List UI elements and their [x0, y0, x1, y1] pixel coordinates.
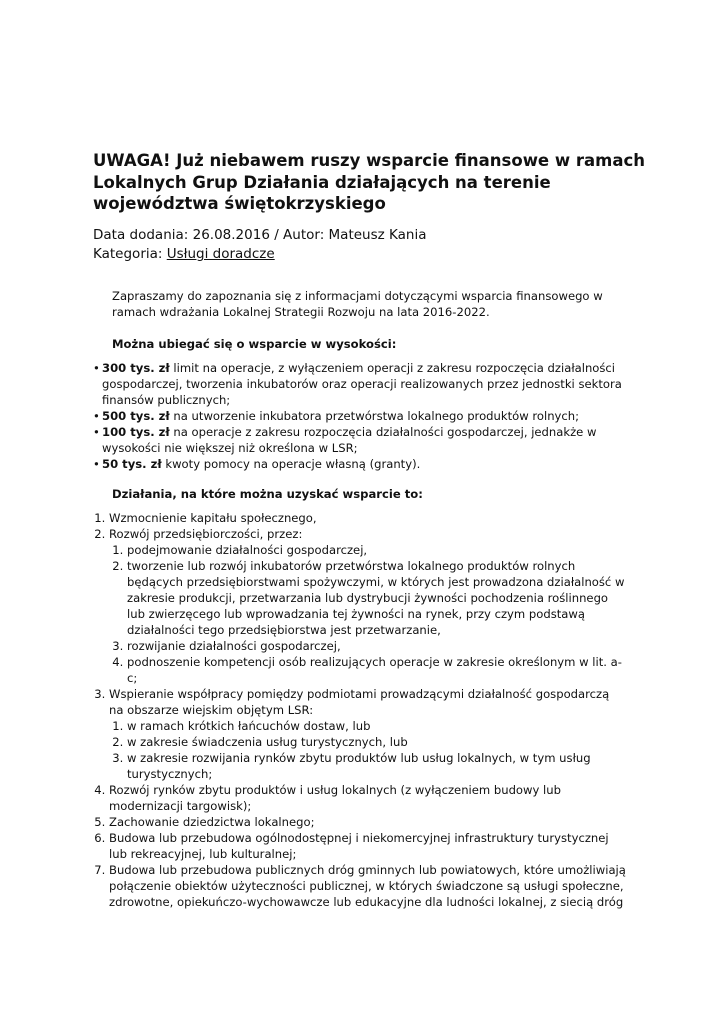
- article-body: [93, 288, 627, 910]
- action-text: Wzmocnienie kapitału społecznego,: [109, 511, 317, 525]
- support-text: na operacje z zakresu rozpoczęcia działalności gospodarczej, jednakże w wysokości nie większej niż określona w LSR;: [102, 425, 597, 455]
- date-author-line: Data dodania: 26.08.2016 / Autor: Mateusz Kania: [93, 227, 427, 243]
- action-text: Wspieranie współpracy pomiędzy podmiotami prowadzącymi działalność gospodarczą na obszarze wiejskim objętym LSR:: [109, 687, 610, 717]
- list-item: [102, 408, 627, 424]
- sub-list: [109, 718, 627, 782]
- support-text: kwoty pomocy na operacje własną (granty).: [161, 457, 421, 471]
- intro-paragraph: Zapraszamy do zapoznania się z informacjami dotyczącymi wsparcia finansowego w ramach wdrażania Lokalnej Strategii Rozwoju na lata 2016-2022.: [112, 289, 603, 319]
- category-link[interactable]: Usługi doradcze: [166, 246, 275, 262]
- actions-list: [93, 510, 627, 910]
- list-item: [102, 424, 627, 456]
- sub-list: [109, 542, 627, 686]
- support-heading: Można ubiegać się o wsparcie w wysokości:: [112, 337, 397, 351]
- article-meta: [93, 226, 427, 264]
- action-text: Budowa lub przebudowa publicznych dróg gminnych lub powiatowych, które umożliwiają połączenie obiektów użyteczności publicznej, w których świadczone są usługi społeczne, zdrowotne, opiekuńczo-wychowawcze lub edukacyjne dla ludności lokalnej, z siecią dróg: [109, 863, 626, 909]
- list-item: [109, 782, 627, 814]
- action-text: Budowa lub przebudowa ogólnodostępnej i niekomercyjnej infrastruktury turystycznej lub rekreacyjnej, lub kulturalnej;: [109, 831, 609, 861]
- sub-list-item: 3. rozwijanie działalności gospodarczej,: [127, 638, 627, 654]
- support-amount: 50 tys. zł: [102, 457, 162, 471]
- list-item: [102, 360, 627, 408]
- list-item: [109, 510, 627, 526]
- support-list: [93, 360, 627, 472]
- action-text: Rozwój przedsiębiorczości, przez:: [109, 527, 303, 541]
- support-amount: 100 tys. zł: [102, 425, 170, 439]
- sub-list-item: 2. w zakresie świadczenia usług turystycznych, lub: [127, 734, 627, 750]
- support-amount: 500 tys. zł: [102, 409, 170, 423]
- list-item: [109, 862, 627, 910]
- sub-list-item: 2. tworzenie lub rozwój inkubatorów przetwórstwa lokalnego produktów rolnych będących przedsiębiorstwami spożywczymi, w których jest prowadzona działalność w zakresie produkcji, przetwarzania lub dystrybucji żywności pochodzenia roślinnego lub zwierzęcego lub wprowadzania tej żywności na rynek, przy czym podstawą działalności tego przedsiębiorstwa jest przetwarzanie,: [127, 558, 627, 638]
- action-text: Rozwój rynków zbytu produktów i usług lokalnych (z wyłączeniem budowy lub modernizacji targowisk);: [109, 783, 561, 813]
- category-line: [93, 245, 427, 264]
- sub-list-item: 1. w ramach krótkich łańcuchów dostaw, lub: [127, 718, 627, 734]
- sub-list-item: 1. podejmowanie działalności gospodarczej,: [127, 542, 627, 558]
- support-amount: 300 tys. zł: [102, 361, 170, 375]
- actions-heading: Działania, na które można uzyskać wsparcie to:: [112, 487, 423, 501]
- list-item: [109, 814, 627, 830]
- list-item: [102, 456, 627, 472]
- list-item: [109, 526, 627, 686]
- list-item: [109, 686, 627, 782]
- support-text: limit na operacje, z wyłączeniem operacji z zakresu rozpoczęcia działalności gospodarczej, tworzenia inkubatorów oraz operacji realizowanych przez jednostki sektora finansów publicznych;: [102, 361, 622, 407]
- action-text: Zachowanie dziedzictwa lokalnego;: [109, 815, 315, 829]
- list-item: [109, 830, 627, 862]
- support-text: na utworzenie inkubatora przetwórstwa lokalnego produktów rolnych;: [169, 409, 580, 423]
- article-title: UWAGA! Już niebawem ruszy wsparcie finansowe w ramach Lokalnych Grup Działania działających na terenie województwa świętokrzyskiego: [93, 151, 645, 213]
- sub-list-item: 4. podnoszenie kompetencji osób realizujących operacje w zakresie określonym w lit. a-c;: [127, 654, 627, 686]
- category-label: Kategoria:: [93, 246, 167, 262]
- sub-list-item: 3. w zakresie rozwijania rynków zbytu produktów lub usług lokalnych, w tym usług turystycznych;: [127, 750, 627, 782]
